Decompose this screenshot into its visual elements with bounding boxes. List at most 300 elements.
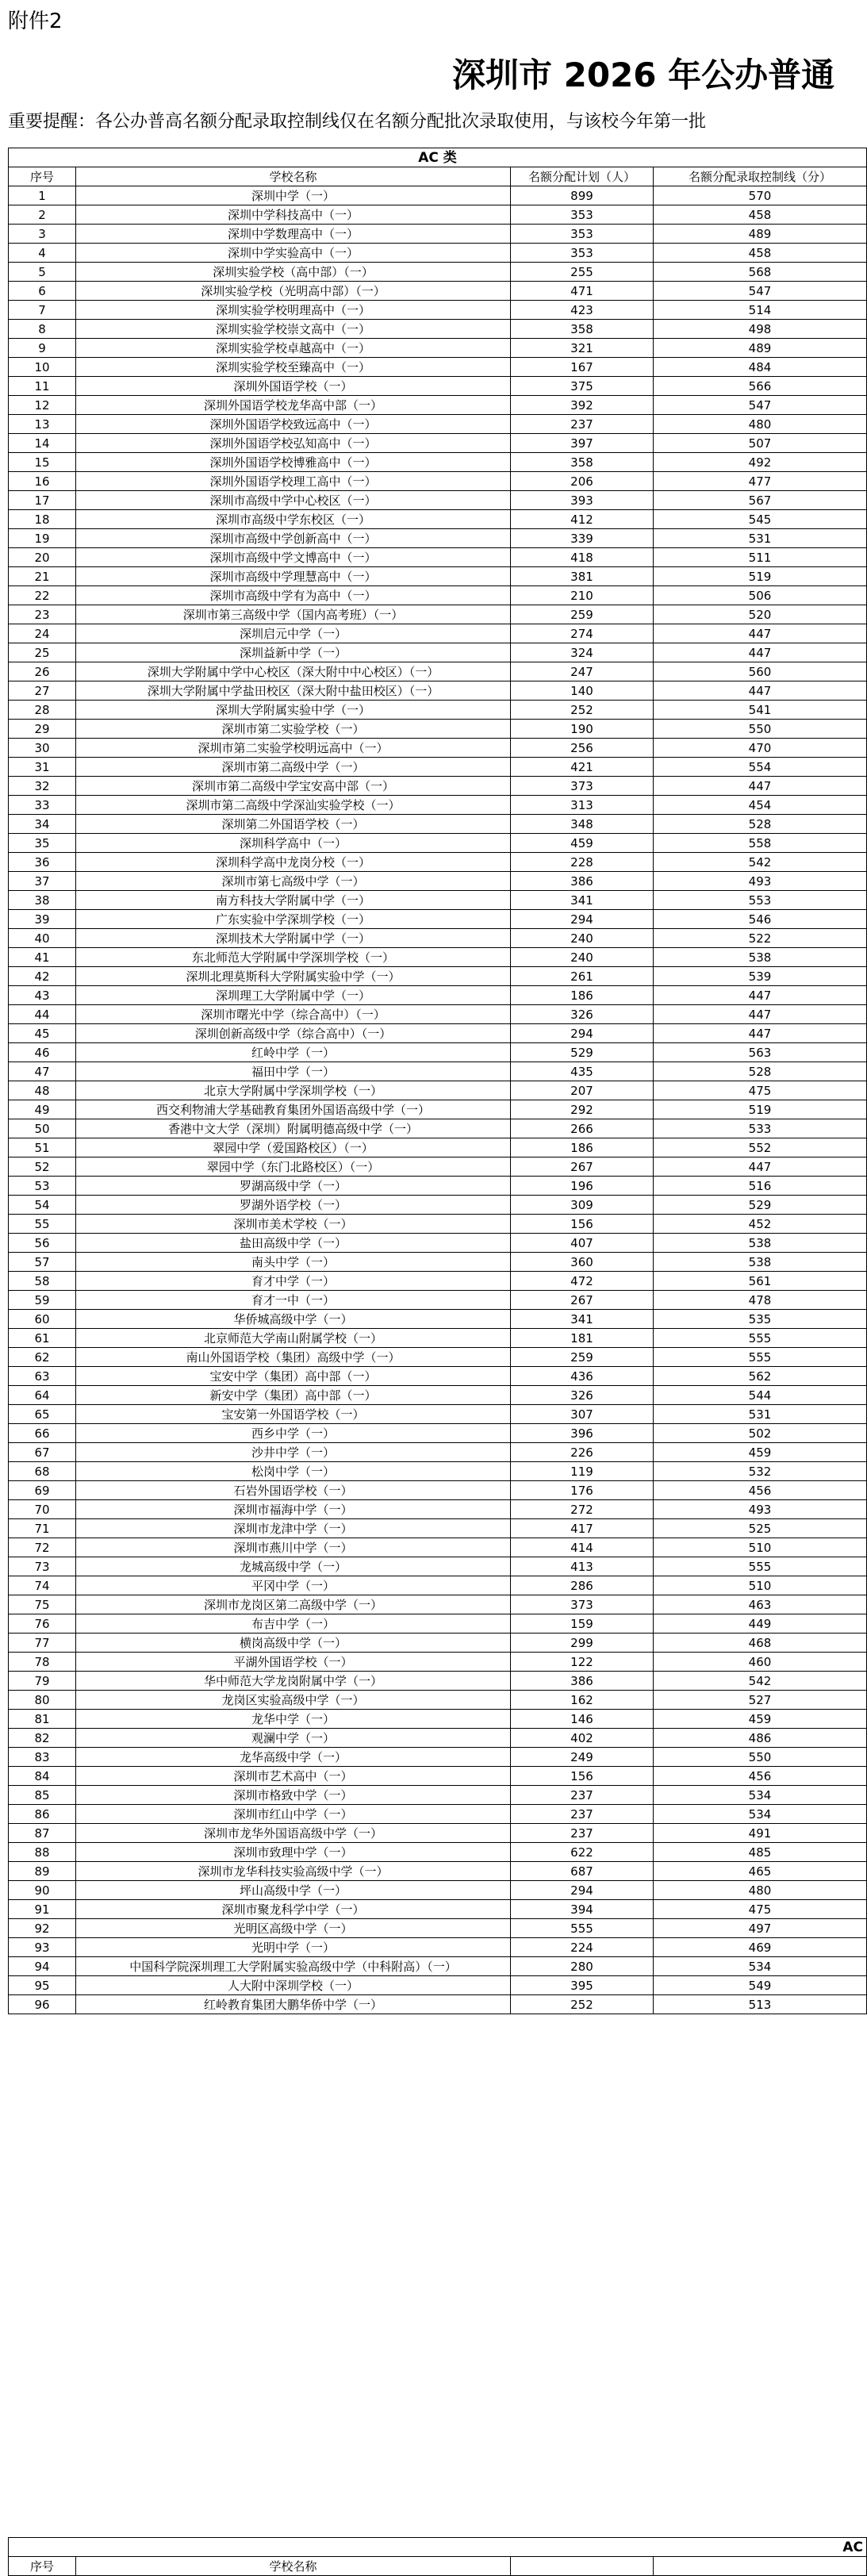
table-row <box>9 1938 867 1957</box>
school-name: 罗湖外语学校（一） <box>76 1196 511 1215</box>
row-index: 40 <box>9 929 76 948</box>
row-index: 25 <box>9 643 76 662</box>
quota-count: 375 <box>511 377 654 396</box>
school-name: 深圳外国语学校龙华高中部（一） <box>76 396 511 415</box>
cutoff-score: 459 <box>654 1443 867 1462</box>
table-row <box>9 872 867 891</box>
cutoff-score: 542 <box>654 853 867 872</box>
school-name: 深圳市龙津中学（一） <box>76 1519 511 1538</box>
table-row <box>9 586 867 605</box>
cutoff-score: 480 <box>654 415 867 434</box>
table-row <box>9 1253 867 1272</box>
column-header-blank <box>654 2557 867 2576</box>
quota-count: 207 <box>511 1081 654 1100</box>
table-row <box>9 1424 867 1443</box>
column-header-index-continued: 序号 <box>9 2557 76 2576</box>
table-row <box>9 301 867 320</box>
cutoff-score: 528 <box>654 815 867 834</box>
quota-count: 360 <box>511 1253 654 1272</box>
cutoff-score: 531 <box>654 1405 867 1424</box>
school-name: 深圳科学高中（一） <box>76 834 511 853</box>
cutoff-score: 449 <box>654 1614 867 1634</box>
table-row <box>9 1862 867 1881</box>
cutoff-score: 447 <box>654 624 867 643</box>
cutoff-score: 506 <box>654 586 867 605</box>
table-row <box>9 796 867 815</box>
cutoff-score: 547 <box>654 396 867 415</box>
row-index: 78 <box>9 1653 76 1672</box>
row-index: 64 <box>9 1386 76 1405</box>
school-name: 深圳理工大学附属中学（一） <box>76 986 511 1005</box>
table-row <box>9 320 867 339</box>
school-name: 坪山高级中学（一） <box>76 1881 511 1900</box>
school-name: 育才中学（一） <box>76 1272 511 1291</box>
row-index: 68 <box>9 1462 76 1481</box>
quota-count: 162 <box>511 1691 654 1710</box>
quota-count: 307 <box>511 1405 654 1424</box>
table-row <box>9 1310 867 1329</box>
cutoff-score: 568 <box>654 263 867 282</box>
school-name: 西乡中学（一） <box>76 1424 511 1443</box>
school-name: 深圳北理莫斯科大学附属实验中学（一） <box>76 967 511 986</box>
school-name: 北京大学附属中学深圳学校（一） <box>76 1081 511 1100</box>
cutoff-score: 547 <box>654 282 867 301</box>
table-row <box>9 701 867 720</box>
row-index: 67 <box>9 1443 76 1462</box>
quota-count: 156 <box>511 1215 654 1234</box>
quota-table-continued <box>8 2537 867 2576</box>
row-index: 48 <box>9 1081 76 1100</box>
table-row <box>9 263 867 282</box>
cutoff-score: 447 <box>654 643 867 662</box>
school-name: 深圳实验学校崇文高中（一） <box>76 320 511 339</box>
row-index: 61 <box>9 1329 76 1348</box>
cutoff-score: 458 <box>654 205 867 225</box>
table-row <box>9 1614 867 1634</box>
cutoff-score: 538 <box>654 1253 867 1272</box>
school-name: 深圳市高级中学创新高中（一） <box>76 529 511 548</box>
table-row <box>9 244 867 263</box>
row-index: 28 <box>9 701 76 720</box>
school-name: 南头中学（一） <box>76 1253 511 1272</box>
quota-count: 176 <box>511 1481 654 1500</box>
school-name: 深圳外国语学校理工高中（一） <box>76 472 511 491</box>
column-header-quota: 名额分配计划（人） <box>511 167 654 186</box>
school-name: 香港中文大学（深圳）附属明德高级中学（一） <box>76 1119 511 1138</box>
table-row <box>9 1291 867 1310</box>
quota-count: 240 <box>511 929 654 948</box>
school-name: 横岗高级中学（一） <box>76 1634 511 1653</box>
school-name: 南山外国语学校（集团）高级中学（一） <box>76 1348 511 1367</box>
table-row <box>9 1138 867 1157</box>
quota-count: 122 <box>511 1653 654 1672</box>
cutoff-score: 489 <box>654 339 867 358</box>
school-name: 深圳市第二实验学校明远高中（一） <box>76 739 511 758</box>
school-name: 翠园中学（爱国路校区）（一） <box>76 1138 511 1157</box>
school-name: 龙华中学（一） <box>76 1710 511 1729</box>
row-index: 96 <box>9 1995 76 2014</box>
table-body <box>9 186 867 2014</box>
table-row <box>9 815 867 834</box>
cutoff-score: 456 <box>654 1481 867 1500</box>
row-index: 77 <box>9 1634 76 1653</box>
quota-count: 259 <box>511 1348 654 1367</box>
school-name: 深圳大学附属中学盐田校区（深大附中盐田校区）（一） <box>76 681 511 701</box>
row-index: 17 <box>9 491 76 510</box>
quota-count: 140 <box>511 681 654 701</box>
school-name: 松岗中学（一） <box>76 1462 511 1481</box>
quota-count: 386 <box>511 1672 654 1691</box>
quota-count: 341 <box>511 891 654 910</box>
table-row <box>9 1348 867 1367</box>
cutoff-score: 493 <box>654 1500 867 1519</box>
quota-count: 339 <box>511 529 654 548</box>
table-row <box>9 1234 867 1253</box>
cutoff-score: 520 <box>654 605 867 624</box>
row-index: 7 <box>9 301 76 320</box>
quota-count: 395 <box>511 1976 654 1995</box>
school-name: 福田中学（一） <box>76 1062 511 1081</box>
school-name: 新安中学（集团）高中部（一） <box>76 1386 511 1405</box>
row-index: 3 <box>9 225 76 244</box>
school-name: 广东实验中学深圳学校（一） <box>76 910 511 929</box>
row-index: 87 <box>9 1824 76 1843</box>
cutoff-score: 511 <box>654 548 867 567</box>
table-row <box>9 1576 867 1595</box>
quota-count: 358 <box>511 320 654 339</box>
quota-count: 237 <box>511 415 654 434</box>
table-row <box>9 1386 867 1405</box>
row-index: 35 <box>9 834 76 853</box>
cutoff-score: 469 <box>654 1938 867 1957</box>
table-row <box>9 1691 867 1710</box>
school-name: 深圳市龙华外国语高级中学（一） <box>76 1824 511 1843</box>
row-index: 30 <box>9 739 76 758</box>
row-index: 38 <box>9 891 76 910</box>
quota-count: 393 <box>511 491 654 510</box>
cutoff-score: 532 <box>654 1462 867 1481</box>
row-index: 32 <box>9 777 76 796</box>
school-name: 深圳市致理中学（一） <box>76 1843 511 1862</box>
quota-count: 237 <box>511 1824 654 1843</box>
row-index: 63 <box>9 1367 76 1386</box>
cutoff-score: 458 <box>654 244 867 263</box>
school-name: 深圳大学附属中学中心校区（深大附中中心校区）（一） <box>76 662 511 681</box>
school-name: 深圳技术大学附属中学（一） <box>76 929 511 948</box>
category-header-continued: AC <box>9 2538 867 2557</box>
table-row <box>9 282 867 301</box>
quota-count: 353 <box>511 225 654 244</box>
quota-count: 622 <box>511 1843 654 1862</box>
school-name: 龙岗区实验高级中学（一） <box>76 1691 511 1710</box>
table-row <box>9 225 867 244</box>
school-name: 宝安中学（集团）高中部（一） <box>76 1367 511 1386</box>
table-row <box>9 1462 867 1481</box>
quota-count: 418 <box>511 548 654 567</box>
row-index: 14 <box>9 434 76 453</box>
row-index: 10 <box>9 358 76 377</box>
cutoff-score: 567 <box>654 491 867 510</box>
cutoff-score: 542 <box>654 1672 867 1691</box>
row-index: 5 <box>9 263 76 282</box>
cutoff-score: 447 <box>654 1157 867 1177</box>
quota-count: 252 <box>511 1995 654 2014</box>
row-index: 56 <box>9 1234 76 1253</box>
school-name: 深圳第二外国语学校（一） <box>76 815 511 834</box>
table-row <box>9 891 867 910</box>
row-index: 41 <box>9 948 76 967</box>
table-row <box>9 339 867 358</box>
row-index: 44 <box>9 1005 76 1024</box>
cutoff-score: 545 <box>654 510 867 529</box>
school-name: 深圳实验学校（高中部）（一） <box>76 263 511 282</box>
school-name: 深圳市第二实验学校（一） <box>76 720 511 739</box>
cutoff-score: 531 <box>654 529 867 548</box>
table-row <box>9 205 867 225</box>
school-name: 深圳市龙华科技实验高级中学（一） <box>76 1862 511 1881</box>
cutoff-score: 475 <box>654 1081 867 1100</box>
school-name: 布吉中学（一） <box>76 1614 511 1634</box>
cutoff-score: 563 <box>654 1043 867 1062</box>
cutoff-score: 553 <box>654 891 867 910</box>
cutoff-score: 493 <box>654 872 867 891</box>
quota-count: 353 <box>511 205 654 225</box>
quota-count: 324 <box>511 643 654 662</box>
cutoff-score: 460 <box>654 1653 867 1672</box>
school-name: 光明区高级中学（一） <box>76 1919 511 1938</box>
quota-count: 286 <box>511 1576 654 1595</box>
row-index: 54 <box>9 1196 76 1215</box>
table-row <box>9 472 867 491</box>
row-index: 57 <box>9 1253 76 1272</box>
cutoff-score: 562 <box>654 1367 867 1386</box>
cutoff-score: 561 <box>654 1272 867 1291</box>
table-row <box>9 624 867 643</box>
quota-count: 249 <box>511 1748 654 1767</box>
quota-count: 309 <box>511 1196 654 1215</box>
quota-count: 326 <box>511 1005 654 1024</box>
quota-count: 224 <box>511 1938 654 1957</box>
table-row <box>9 1272 867 1291</box>
quota-count: 186 <box>511 1138 654 1157</box>
school-name: 深圳实验学校（光明高中部）（一） <box>76 282 511 301</box>
row-index: 65 <box>9 1405 76 1424</box>
row-index: 15 <box>9 453 76 472</box>
cutoff-score: 566 <box>654 377 867 396</box>
table-row <box>9 681 867 701</box>
cutoff-score: 492 <box>654 453 867 472</box>
row-index: 9 <box>9 339 76 358</box>
table-row <box>9 1481 867 1500</box>
school-name: 深圳市高级中学理慧高中（一） <box>76 567 511 586</box>
row-index: 66 <box>9 1424 76 1443</box>
table-row <box>9 1805 867 1824</box>
table-row <box>9 358 867 377</box>
cutoff-score: 484 <box>654 358 867 377</box>
cutoff-score: 486 <box>654 1729 867 1748</box>
school-name: 深圳外国语学校致远高中（一） <box>76 415 511 434</box>
school-name: 深圳市龙岗区第二高级中学（一） <box>76 1595 511 1614</box>
quota-count: 381 <box>511 567 654 586</box>
row-index: 95 <box>9 1976 76 1995</box>
row-index: 92 <box>9 1919 76 1938</box>
quota-count: 397 <box>511 434 654 453</box>
cutoff-score: 519 <box>654 1100 867 1119</box>
school-name: 深圳外国语学校（一） <box>76 377 511 396</box>
table-row <box>9 1595 867 1614</box>
school-name: 深圳市第二高级中学（一） <box>76 758 511 777</box>
table-row <box>9 1215 867 1234</box>
cutoff-score: 510 <box>654 1538 867 1557</box>
cutoff-score: 538 <box>654 1234 867 1253</box>
row-index: 79 <box>9 1672 76 1691</box>
row-index: 18 <box>9 510 76 529</box>
quota-count: 299 <box>511 1634 654 1653</box>
table-row <box>9 1196 867 1215</box>
school-name: 深圳大学附属实验中学（一） <box>76 701 511 720</box>
school-name: 深圳实验学校至臻高中（一） <box>76 358 511 377</box>
row-index: 39 <box>9 910 76 929</box>
quota-count: 206 <box>511 472 654 491</box>
table-row <box>9 434 867 453</box>
row-index: 76 <box>9 1614 76 1634</box>
cutoff-score: 546 <box>654 910 867 929</box>
column-header-school: 学校名称 <box>76 167 511 186</box>
school-name: 深圳实验学校卓越高中（一） <box>76 339 511 358</box>
cutoff-score: 475 <box>654 1900 867 1919</box>
quota-count: 181 <box>511 1329 654 1348</box>
quota-count: 459 <box>511 834 654 853</box>
school-name: 深圳启元中学（一） <box>76 624 511 643</box>
school-name: 深圳市曙光中学（综合高中）（一） <box>76 1005 511 1024</box>
school-name: 光明中学（一） <box>76 1938 511 1957</box>
cutoff-score: 447 <box>654 1024 867 1043</box>
quota-count: 267 <box>511 1157 654 1177</box>
cutoff-score: 513 <box>654 1995 867 2014</box>
quota-count: 326 <box>511 1386 654 1405</box>
school-name: 龙华高级中学（一） <box>76 1748 511 1767</box>
school-name: 深圳市高级中学文博高中（一） <box>76 548 511 567</box>
column-header-score: 名额分配录取控制线（分） <box>654 167 867 186</box>
row-index: 59 <box>9 1291 76 1310</box>
school-name: 龙城高级中学（一） <box>76 1557 511 1576</box>
row-index: 84 <box>9 1767 76 1786</box>
quota-count: 358 <box>511 453 654 472</box>
cutoff-score: 470 <box>654 739 867 758</box>
row-index: 55 <box>9 1215 76 1234</box>
school-name: 深圳益新中学（一） <box>76 643 511 662</box>
table-row <box>9 1976 867 1995</box>
row-index: 16 <box>9 472 76 491</box>
cutoff-score: 534 <box>654 1786 867 1805</box>
cutoff-score: 485 <box>654 1843 867 1862</box>
quota-count: 280 <box>511 1957 654 1976</box>
table-row <box>9 986 867 1005</box>
cutoff-score: 454 <box>654 796 867 815</box>
row-index: 43 <box>9 986 76 1005</box>
table-row <box>9 948 867 967</box>
table-row <box>9 1786 867 1805</box>
row-index: 53 <box>9 1177 76 1196</box>
quota-count: 413 <box>511 1557 654 1576</box>
cutoff-score: 447 <box>654 986 867 1005</box>
school-name: 西交利物浦大学基础教育集团外国语高级中学（一） <box>76 1100 511 1119</box>
table-row <box>9 1100 867 1119</box>
table-row <box>9 1824 867 1843</box>
row-index: 70 <box>9 1500 76 1519</box>
quota-count: 407 <box>511 1234 654 1253</box>
cutoff-score: 497 <box>654 1919 867 1938</box>
cutoff-score: 555 <box>654 1329 867 1348</box>
cutoff-score: 478 <box>654 1291 867 1310</box>
table-row <box>9 1748 867 1767</box>
table-row <box>9 1995 867 2014</box>
cutoff-score: 525 <box>654 1519 867 1538</box>
school-name: 深圳市艺术高中（一） <box>76 1767 511 1786</box>
quota-count: 294 <box>511 1024 654 1043</box>
school-name: 深圳外国语学校博雅高中（一） <box>76 453 511 472</box>
quota-count: 259 <box>511 605 654 624</box>
school-name: 宝安第一外国语学校（一） <box>76 1405 511 1424</box>
table-row <box>9 1443 867 1462</box>
row-index: 71 <box>9 1519 76 1538</box>
quota-count: 313 <box>511 796 654 815</box>
school-name: 北京师范大学南山附属学校（一） <box>76 1329 511 1348</box>
table-row <box>9 186 867 205</box>
row-index: 82 <box>9 1729 76 1748</box>
school-name: 深圳市第三高级中学（国内高考班）（一） <box>76 605 511 624</box>
table-row <box>9 529 867 548</box>
cutoff-score: 456 <box>654 1767 867 1786</box>
quota-count: 529 <box>511 1043 654 1062</box>
cutoff-score: 529 <box>654 1196 867 1215</box>
quota-count: 274 <box>511 624 654 643</box>
cutoff-score: 477 <box>654 472 867 491</box>
table-row <box>9 1957 867 1976</box>
quota-count: 255 <box>511 263 654 282</box>
row-index: 20 <box>9 548 76 567</box>
school-name: 深圳市高级中学东校区（一） <box>76 510 511 529</box>
table-row <box>9 1653 867 1672</box>
row-index: 51 <box>9 1138 76 1157</box>
table-row <box>9 1557 867 1576</box>
row-index: 62 <box>9 1348 76 1367</box>
table-row <box>9 1900 867 1919</box>
quota-count: 167 <box>511 358 654 377</box>
row-index: 58 <box>9 1272 76 1291</box>
cutoff-score: 465 <box>654 1862 867 1881</box>
quota-count: 392 <box>511 396 654 415</box>
quota-count: 373 <box>511 777 654 796</box>
school-name: 深圳外国语学校弘知高中（一） <box>76 434 511 453</box>
row-index: 73 <box>9 1557 76 1576</box>
table-row <box>9 1634 867 1653</box>
cutoff-score: 489 <box>654 225 867 244</box>
quota-count: 261 <box>511 967 654 986</box>
cutoff-score: 480 <box>654 1881 867 1900</box>
quota-count: 435 <box>511 1062 654 1081</box>
row-index: 4 <box>9 244 76 263</box>
table-row <box>9 853 867 872</box>
row-index: 26 <box>9 662 76 681</box>
quota-count: 272 <box>511 1500 654 1519</box>
row-index: 8 <box>9 320 76 339</box>
row-index: 6 <box>9 282 76 301</box>
school-name: 深圳科学高中龙岗分校（一） <box>76 853 511 872</box>
cutoff-score: 491 <box>654 1824 867 1843</box>
quota-count: 190 <box>511 720 654 739</box>
row-index: 1 <box>9 186 76 205</box>
